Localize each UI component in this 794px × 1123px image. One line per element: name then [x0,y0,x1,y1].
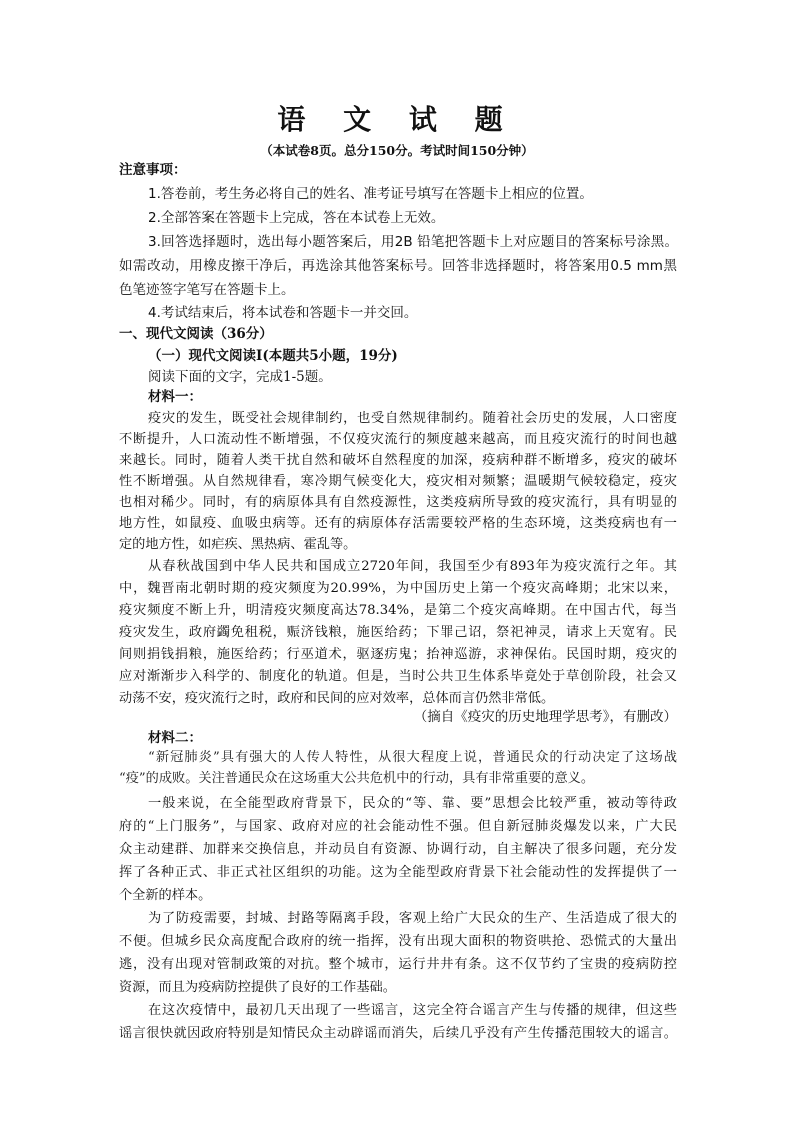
material-1-p2-line-6: 应对渐渐步入科学的、制度化的轨道。但是，当时公共卫生体系毕竟处于草创阶段，社会又 [119,669,677,684]
material-2-p2-line-2: 府的“上门服务”，与国家、政府对应的社会能动性不强。但自新冠肺炎爆发以来，广大民 [119,819,677,834]
material-1-p2-line-1: 从春秋战国到中华人民共和国成立2720年间，我国至少有893年为疫灾流行之年。其 [148,559,677,574]
material-1-p2-line-2: 中，魏晋南北朝时期的疫灾频度为20.99%，为中国历史上第一个疫灾高峰期；北宋以来， [119,581,677,596]
exam-subtitle: （本试卷8页。总分150分。考试时间150分钟） [260,143,534,158]
material-2-p1-line-1: “新冠肺炎”具有强大的人传人特性，从很大程度上说，普通民众的行动决定了这场战 [148,750,677,765]
material-1-p1-line-7: 定的地方性，如疟疾、黑热病、霍乱等。 [119,537,357,552]
note-item-2: 2.全部答案在答题卡上完成，答在本试卷上无效。 [148,210,445,226]
note-item-3-line-2: 如需改动，用橡皮擦干净后，再选涂其他答案标号。回答非选择题时，将答案用0.5 mm黑 [119,258,677,274]
material-1-p1-line-3: 来越长。同时，随着人类干扰自然和破坏自然程度的加深，疫病种群不断增多，疫灾的破坏 [119,453,677,468]
material-1-label: 材料一： [148,389,202,405]
material-1-p2-line-3: 疫灾频度不断上升，明清疫灾频度高达78.34%，是第二个疫灾高峰期。在中国古代，每当 [119,603,677,618]
exam-title: 语 文 试 题 [277,103,517,136]
material-1-p1-line-5: 也相对稀少。同时，有的病原体具有自然疫源性，这类疫病所导致的疫灾流行，具有明显的 [119,495,677,510]
material-1-p2-line-4: 疫灾发生，政府蠲免租税，赈济钱粮，施医给药；下罪己诏，祭祀神灵，请求上天宽宥。民 [119,625,677,640]
note-item-4: 4.考试结束后，将本试卷和答题卡一并交回。 [148,305,418,321]
material-1-p1-line-1: 疫灾的发生，既受社会规律制约，也受自然规律制约。随着社会历史的发展，人口密度 [148,411,677,426]
material-1-p2-line-5: 间则捐钱捐粮，施医给药；行巫道术，驱逐疠鬼；抬神巡游，求神保佑。民国时期，疫灾的 [119,647,677,662]
note-item-1: 1.答卷前，考生务必将自己的姓名、准考证号填写在答题卡上相应的位置。 [148,186,593,202]
material-2-p3-line-3: 逃，没有出现对管制政策的对抗。整个城市，运行井井有条。这不仅节约了宝贵的疫病防控 [119,957,677,972]
material-1-p1-line-4: 性不断增强。从自然规律看，寒冷期气候变化大，疫灾相对频繁；温暖期气候较稳定，疫灾 [119,474,677,489]
section-heading: 一、现代文阅读（36分） [119,326,273,342]
material-2-p2-line-3: 众主动建群、加群来交换信息，并动员自有资源、协调行动，自主解决了很多问题，充分发 [119,842,677,857]
material-2-label: 材料二： [148,730,202,746]
material-1-source: （摘自《疫灾的历史地理学思考》，有删改） [413,709,677,725]
material-2-p2-line-5: 个全新的样本。 [119,888,212,903]
subsection-heading: （一）现代文阅读Ⅰ(本题共5小题，19分) [148,348,398,364]
material-2-p4-line-1: 在这次疫情中，最初几天出现了一些谣言，这完全符合谣言产生与传播的规律，但这些 [148,1003,677,1018]
note-item-3-line-3: 色笔迹签字笔写在答题卡上。 [119,282,295,298]
material-1-p1-line-6: 地方性，如鼠疫、血吸虫病等。还有的病原体存活需要较严格的生态环境，这类疫病也有一 [119,516,677,531]
material-2-p4-line-2: 谣言很快就因政府特别是知情民众主动辟谣而消失，后续几乎没有产生传播范围较大的谣言。 [119,1026,677,1041]
material-1-p2-line-7: 动荡不安，疫灾流行之时，政府和民间的应对效率，总体而言仍然非常低。 [119,691,555,706]
note-item-3-line-1: 3.回答选择题时，选出每小题答案后，用2B 铅笔把答题卡上对应题目的答案标号涂黑。 [148,234,678,250]
material-2-p2-line-4: 挥了各种正式、非正式社区组织的功能。这为全能型政府背景下社会能动性的发挥提供了一 [119,865,677,880]
material-2-p2-line-1: 一般来说，在全能型政府背景下，民众的“等、靠、要”思想会比较严重，被动等待政 [148,796,677,811]
material-2-p3-line-2: 不便。但城乡民众高度配合政府的统一指挥，没有出现大面积的物资哄抢、恐慌式的大量出 [119,934,677,949]
material-2-p3-line-1: 为了防疫需要，封城、封路等隔离手段，客观上给广大民众的生产、生活造成了很大的 [148,911,677,926]
material-2-p1-line-2: “疫”的成败。关注普通民众在这场重大公共危机中的行动，具有非常重要的意义。 [119,771,595,786]
material-2-p3-line-4: 资源，而且为疫病防控提供了良好的工作基础。 [119,980,396,995]
notes-heading: 注意事项： [119,162,187,178]
material-1-p1-line-2: 不断提升，人口流动性不断增强，不仅疫灾流行的频度越来越高，而且疫灾流行的时间也越 [119,432,677,447]
reading-instruction: 阅读下面的文字，完成1-5题。 [148,369,332,385]
